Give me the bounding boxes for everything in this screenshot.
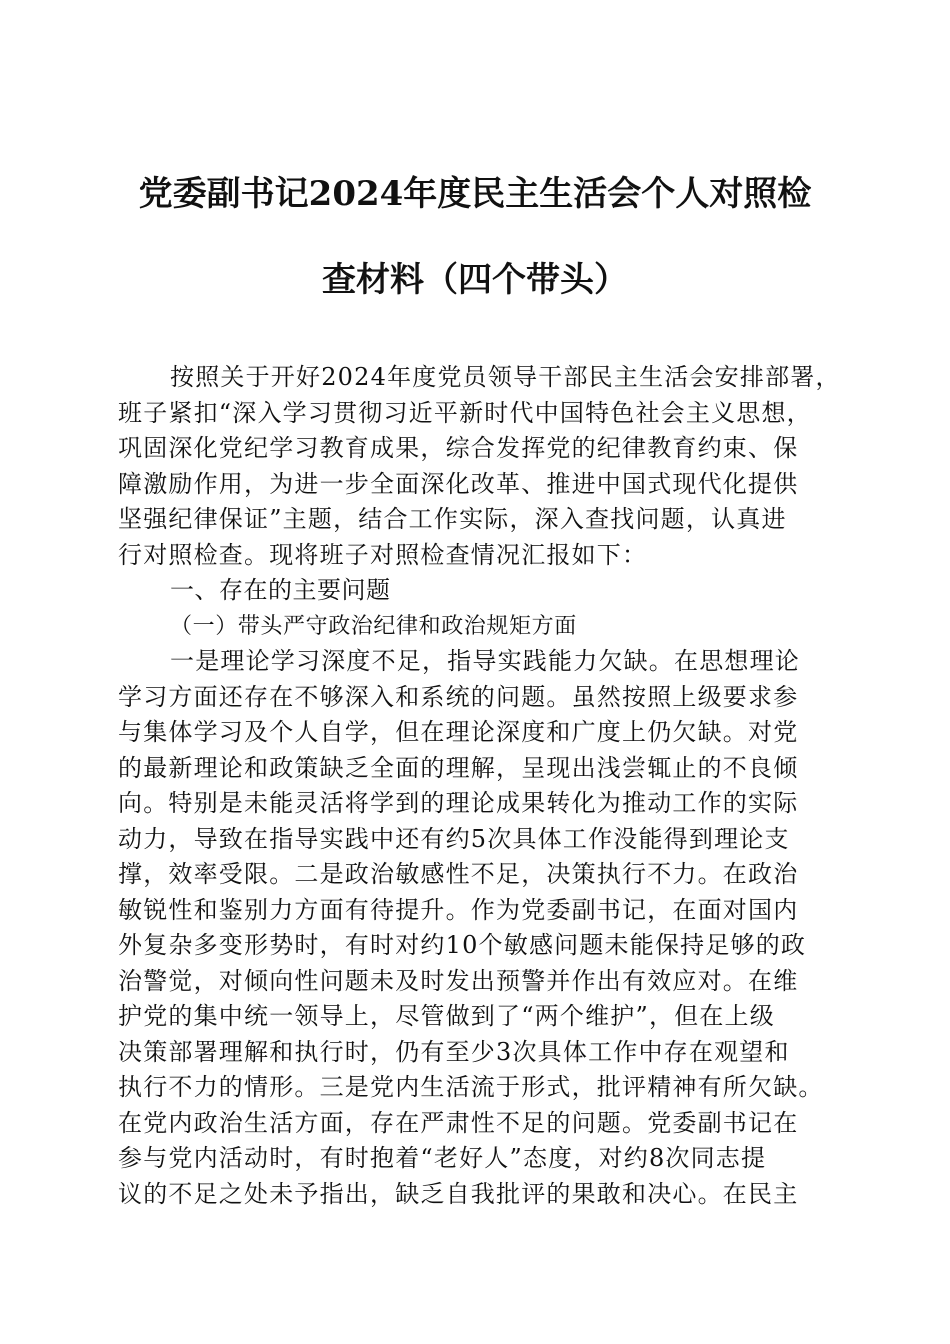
- title-line-2: 查材料（四个带头）: [322, 260, 628, 300]
- subsection-heading: （一）带头严守政治纪律和政治规矩方面: [170, 613, 577, 639]
- document-title: [118, 166, 832, 308]
- title-line-1: 党委副书记2024年度民主生活会个人对照检: [138, 174, 812, 214]
- paragraph-line: 外复杂多变形势时，有时对约10个敏感问题未能保持足够的政: [118, 931, 807, 959]
- paragraph-line: 撑，效率受限。二是政治敏感性不足，决策执行不力。在政治: [118, 860, 799, 888]
- paragraph-line: 的最新理论和政策缺乏全面的理解，呈现出浅尝辄止的不良倾: [118, 753, 799, 782]
- paragraph-line: 向。特别是未能灵活将学到的理论成果转化为推动工作的实际: [118, 789, 799, 817]
- section-heading: 一、存在的主要问题: [170, 576, 391, 604]
- paragraph-line: 班子紧扣“深入学习贯彻习近平新时代中国特色社会主义思想，: [118, 398, 812, 427]
- paragraph-line: 学习方面还存在不够深入和系统的问题。虽然按照上级要求参: [118, 682, 799, 711]
- paragraph-line: 决策部署理解和执行时，仍有至少3次具体工作中存在观望和: [118, 1037, 790, 1066]
- paragraph-line: 障激励作用，为进一步全面深化改革、推进中国式现代化提供: [118, 469, 799, 498]
- paragraph-line: 动力，导致在指导实践中还有约5次具体工作没能得到理论支: [118, 824, 790, 853]
- paragraph-line: 敏锐性和鉴别力方面有待提升。作为党委副书记，在面对国内: [118, 895, 799, 924]
- paragraph-line: 按照关于开好2024年度党员领导干部民主生活会安排部署，: [170, 363, 841, 391]
- paragraph-line: 护党的集中统一领导上，尽管做到了“两个维护”，但在上级: [118, 1002, 775, 1030]
- paragraph-line: 与集体学习及个人自学，但在理论深度和广度上仍欠缺。对党: [118, 718, 799, 746]
- paragraph-line: 议的不足之处未予指出，缺乏自我批评的果敢和决心。在民主: [118, 1179, 799, 1208]
- paragraph-line: 一是理论学习深度不足，指导实践能力欠缺。在思想理论: [170, 647, 800, 675]
- paragraph-line: 在党内政治生活方面，存在严肃性不足的问题。党委副书记在: [118, 1108, 799, 1137]
- paragraph-line: 巩固深化党纪学习教育成果，综合发挥党的纪律教育约束、保: [118, 434, 799, 462]
- paragraph-line: 行对照检查。现将班子对照检查情况汇报如下：: [118, 540, 648, 569]
- paragraph-line: 治警觉，对倾向性问题未及时发出预警并作出有效应对。在维: [118, 966, 799, 995]
- document-body: [118, 360, 841, 1212]
- paragraph-line: 坚强纪律保证”主题，结合工作实际，深入查找问题，认真进: [118, 505, 787, 533]
- paragraph-line: 参与党内活动时，有时抱着“老好人”态度，对约8次同志提: [118, 1144, 767, 1172]
- paragraph-line: 执行不力的情形。三是党内生活流于形式，批评精神有所欠缺。: [118, 1073, 824, 1101]
